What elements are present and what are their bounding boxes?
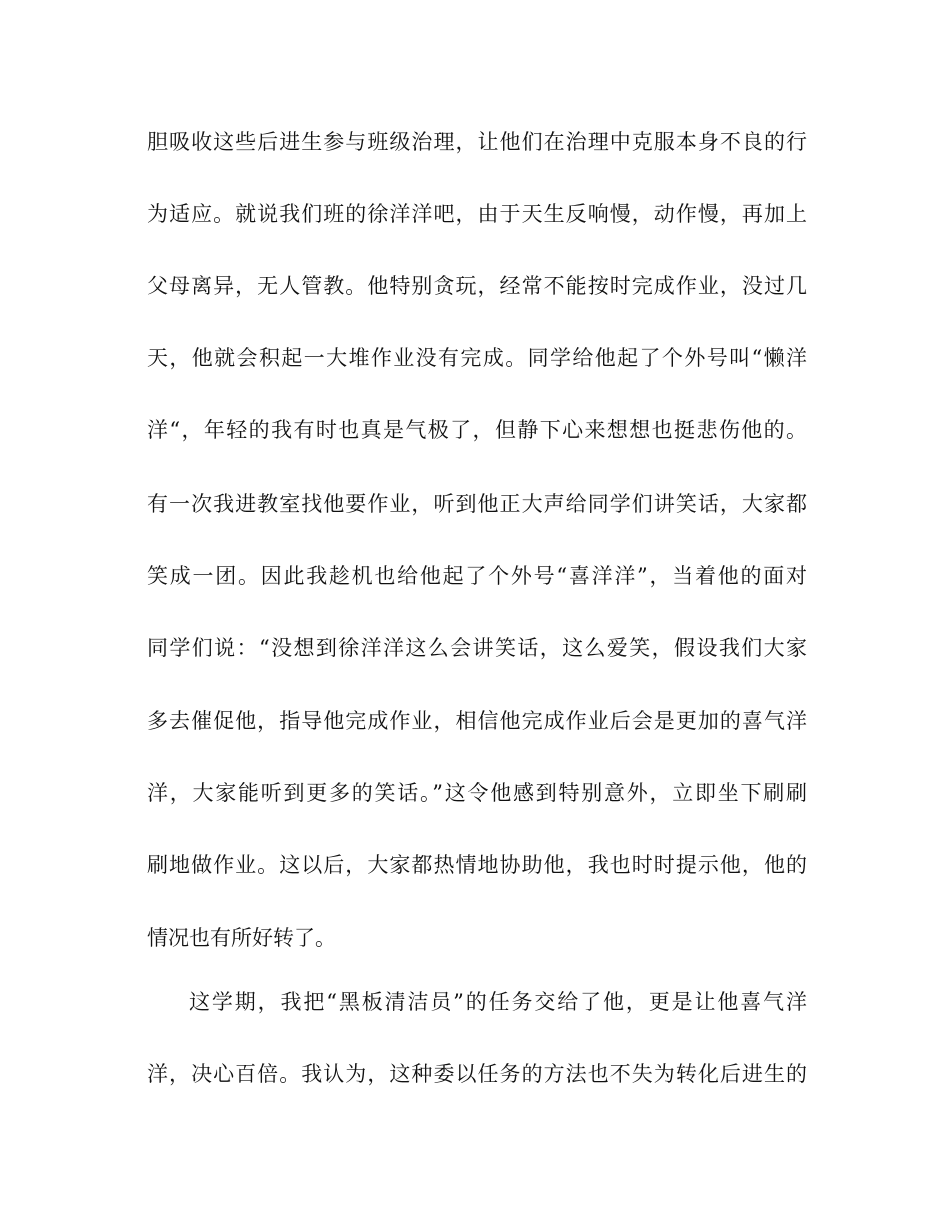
paragraph-first-line: 这学期，我把“黑板清洁员”的任务交给了他，更是让他喜气洋: [189, 990, 807, 1014]
text-line: 多去催促他，指导他完成作业，相信他完成作业后会是更加的喜气洋: [147, 709, 807, 733]
text-line: 笑成一团。因此我趁机也给他起了个外号“喜洋洋”，当着他的面对: [147, 564, 807, 588]
text-line: 为适应。就说我们班的徐洋洋吧，由于天生反响慢，动作慢，再加上: [147, 202, 807, 226]
text-line: 洋“，年轻的我有时也真是气极了，但静下心来想想也挺悲伤他的。: [147, 418, 807, 442]
text-line: 同学们说：“没想到徐洋洋这么会讲笑话，这么爱笑，假设我们大家: [147, 636, 807, 660]
text-line: 刷地做作业。这以后，大家都热情地协助他，我也时时提示他，他的: [147, 853, 807, 877]
text-line: 天，他就会积起一大堆作业没有完成。同学给他起了个外号叫“懒洋: [147, 346, 807, 370]
text-line: 胆吸收这些后进生参与班级治理，让他们在治理中克服本身不良的行: [147, 130, 807, 154]
text-line: 情况也有所好转了。: [147, 926, 336, 950]
text-line: 洋，大家能听到更多的笑话。”这令他感到特别意外，立即坐下刷刷: [147, 781, 807, 805]
text-line: 洋，决心百倍。我认为，这种委以任务的方法也不失为转化后进生的: [147, 1062, 807, 1086]
text-line: 有一次我进教室找他要作业，听到他正大声给同学们讲笑话，大家都: [147, 492, 807, 516]
text-line: 父母离异，无人管教。他特别贪玩，经常不能按时完成作业，没过几: [147, 274, 807, 298]
